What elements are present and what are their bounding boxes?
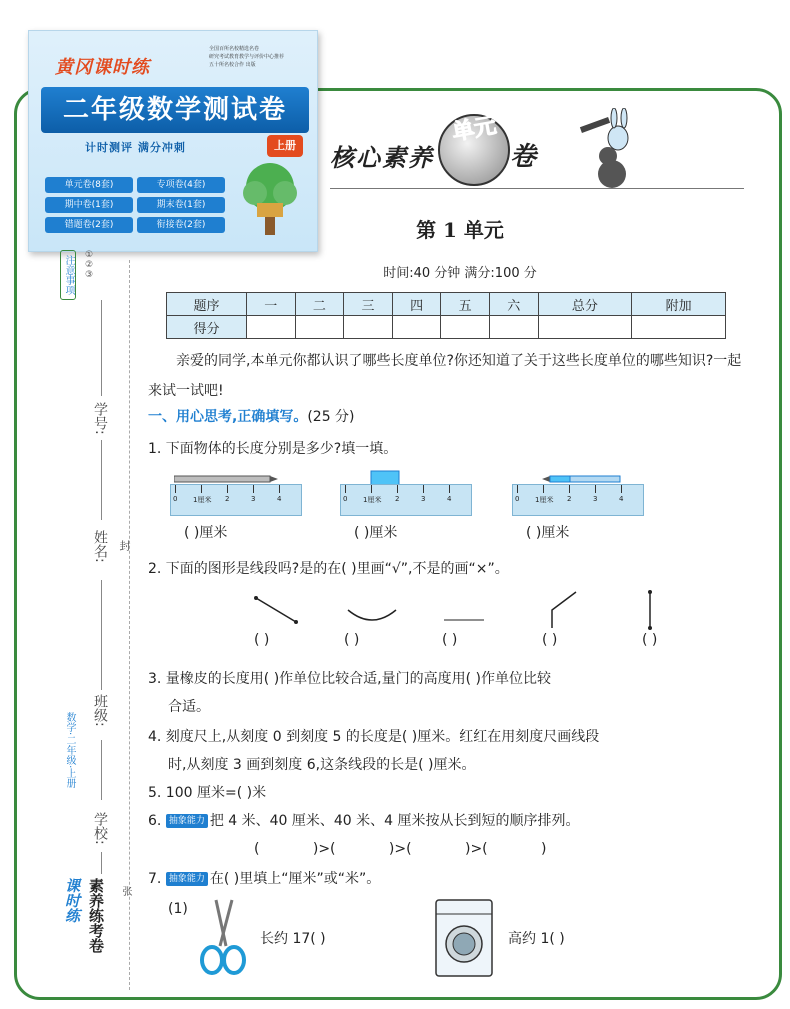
figure-ray: [434, 590, 504, 630]
cover-grid-item: 期末卷(1套): [137, 197, 225, 213]
score-cell[interactable]: [632, 316, 726, 339]
student-id-field[interactable]: [101, 300, 102, 396]
student-name-label: 姓名:: [92, 530, 108, 563]
score-header-cell: 总分: [538, 293, 632, 316]
score-row-label: 得分: [167, 316, 247, 339]
q7-number: 7.: [148, 871, 162, 887]
section-1-title: 一、用心思考,正确填写。: [148, 409, 308, 425]
side-note-numbers: ①②③: [84, 250, 94, 280]
ruler-label: 2: [567, 495, 572, 503]
question-7: [148, 866, 380, 893]
ruler-figure-3: [512, 466, 644, 518]
cover-grid-item: 专项卷(4套): [137, 177, 225, 193]
cover-notes: 全国百所名校精选名卷 研究考试教育教学与评价中心推荐 五十所名校合作 出版: [209, 46, 285, 68]
ruler-figure-1: [170, 466, 302, 518]
question-5: 5. 100 厘米=( )米: [148, 785, 267, 801]
pen-icon: [542, 474, 622, 484]
score-cell[interactable]: [344, 316, 393, 339]
question-2: 2. 下面的图形是线段吗?是的在( )里画“√”,不是的画“×”。: [148, 561, 509, 577]
cover-badge: 上册: [267, 135, 303, 157]
q6-text: 把 4 米、40 厘米、40 米、4 厘米按从长到短的顺序排列。: [209, 813, 580, 829]
q7-item-1[interactable]: 长约 17( ): [260, 931, 326, 947]
ruler: [340, 484, 472, 516]
score-header-cell: 三: [344, 293, 393, 316]
cover-subtitle: 计时测评 满分冲刺: [85, 141, 186, 154]
score-header-cell: 附加: [632, 293, 726, 316]
score-cell[interactable]: [247, 316, 296, 339]
ruler: [512, 484, 644, 516]
figure-segment-slanted: [246, 590, 316, 630]
score-table-header-row: [167, 293, 726, 316]
score-cell[interactable]: [392, 316, 441, 339]
section-1-points: (25 分): [307, 409, 355, 425]
ruler-label: 4: [277, 495, 282, 503]
ruler: [170, 484, 302, 516]
score-table-score-row: [167, 316, 726, 339]
ruler-label: 1厘米: [193, 496, 212, 504]
side-brand-series: 素养练考卷: [87, 878, 105, 953]
ruler-label: 4: [619, 495, 624, 503]
school-label: 学校:: [92, 812, 108, 845]
score-table: [166, 292, 726, 339]
ruler-label: 1厘米: [535, 496, 554, 504]
score-cell[interactable]: [489, 316, 538, 339]
score-cell[interactable]: [295, 316, 344, 339]
ruler-label: 2: [395, 495, 400, 503]
school-field[interactable]: [101, 852, 102, 874]
score-cell[interactable]: [538, 316, 632, 339]
score-header-cell: 四: [392, 293, 441, 316]
side-subject: 数学·二年级·上册: [64, 712, 75, 789]
side-notes-label: 注意事项: [60, 250, 76, 300]
pencil-icon: [174, 474, 278, 484]
ruler-label: 4: [447, 495, 452, 503]
q6-order-blanks[interactable]: ( )>( )>( )>( ): [254, 841, 547, 857]
student-id-field-lower[interactable]: [101, 440, 102, 520]
q2-answer-5[interactable]: ( ): [642, 632, 658, 648]
cover-grid-item: 单元卷(8套): [45, 177, 133, 193]
ruler-label: 3: [421, 495, 426, 503]
scissors-icon: [198, 898, 248, 978]
washing-machine-icon: [434, 898, 494, 978]
figure-polyline: [536, 590, 606, 630]
q1-answer-3[interactable]: ( )厘米: [526, 525, 570, 541]
side-brand: 课时练: [63, 878, 81, 923]
time-and-score-line: 时间:40 分钟 满分:100 分: [383, 266, 537, 281]
ability-tag: 抽象能力: [166, 872, 208, 886]
figure-curve: [340, 590, 410, 630]
figure-vertical-segment: [618, 590, 688, 630]
side-sheet-count: 张: [120, 886, 131, 896]
q2-answer-2[interactable]: ( ): [344, 632, 360, 648]
ruler-figure-2: [340, 466, 472, 518]
question-4-line-1: 4. 刻度尺上,从刻度 0 到刻度 5 的长度是( )厘米。红红在用刻度尺画线段: [148, 729, 600, 745]
q2-answer-4[interactable]: ( ): [542, 632, 558, 648]
ruler-label: 0: [515, 495, 520, 503]
question-3-line-1: 3. 量橡皮的长度用( )作单位比较合适,量门的高度用( )作单位比较: [148, 671, 552, 687]
header-rule: [330, 188, 744, 189]
question-3-line-2: 合适。: [168, 699, 210, 715]
header-juan: 卷: [510, 142, 537, 172]
unit-title: 第 1 单元: [416, 218, 504, 242]
score-cell[interactable]: [441, 316, 490, 339]
cover-brand: 黄冈课时练: [55, 57, 150, 78]
score-header-cell: 二: [295, 293, 344, 316]
class-field[interactable]: [101, 740, 102, 800]
q6-number: 6.: [148, 813, 162, 829]
cover-grid-item: 错题卷(2套): [45, 217, 133, 233]
q2-answer-3[interactable]: ( ): [442, 632, 458, 648]
seal-mark: 封: [118, 540, 131, 551]
ruler-label: 3: [593, 495, 598, 503]
ruler-label: 1厘米: [363, 496, 382, 504]
q7-item-2[interactable]: 高约 1( ): [508, 931, 565, 947]
ruler-label: 2: [225, 495, 230, 503]
question-1: 1. 下面物体的长度分别是多少?填一填。: [148, 441, 398, 457]
q1-answer-1[interactable]: ( )厘米: [184, 525, 228, 541]
ruler-label: 0: [173, 495, 178, 503]
cut-line: [129, 260, 130, 990]
intro-paragraph: 亲爱的同学,本单元你都认识了哪些长度单位?你还知道了关于这些长度单位的哪些知识?一起来试一试吧!: [148, 353, 742, 399]
question-4-line-2: 时,从刻度 3 画到刻度 6,这条线段的长是( )厘米。: [168, 757, 476, 773]
ruler-label: 3: [251, 495, 256, 503]
score-header-cell: 题序: [167, 293, 247, 316]
cover-grid-item: 衔接卷(2套): [137, 217, 225, 233]
class-label: 班级:: [92, 694, 108, 727]
header-moon-text: 单元: [450, 113, 499, 146]
student-name-field[interactable]: [101, 580, 102, 690]
section-1-heading: [148, 404, 355, 431]
question-6: [148, 808, 580, 835]
score-header-cell: 一: [247, 293, 296, 316]
q7-sub-number: (1): [168, 901, 188, 917]
rabbit-cat-illustration-icon: [578, 108, 648, 192]
header-title: 核心素养: [330, 144, 434, 172]
ruler-label: 0: [343, 495, 348, 503]
q1-answer-2[interactable]: ( )厘米: [354, 525, 398, 541]
cover-title: 二年级数学测试卷: [41, 87, 309, 133]
q2-answer-1[interactable]: ( ): [254, 632, 270, 648]
score-header-cell: 六: [489, 293, 538, 316]
q7-text: 在( )里填上“厘米”或“米”。: [209, 871, 381, 887]
cover-grid-item: 期中卷(1套): [45, 197, 133, 213]
ability-tag: 抽象能力: [166, 814, 208, 828]
score-header-cell: 五: [441, 293, 490, 316]
student-id-label: 学号:: [92, 402, 108, 435]
